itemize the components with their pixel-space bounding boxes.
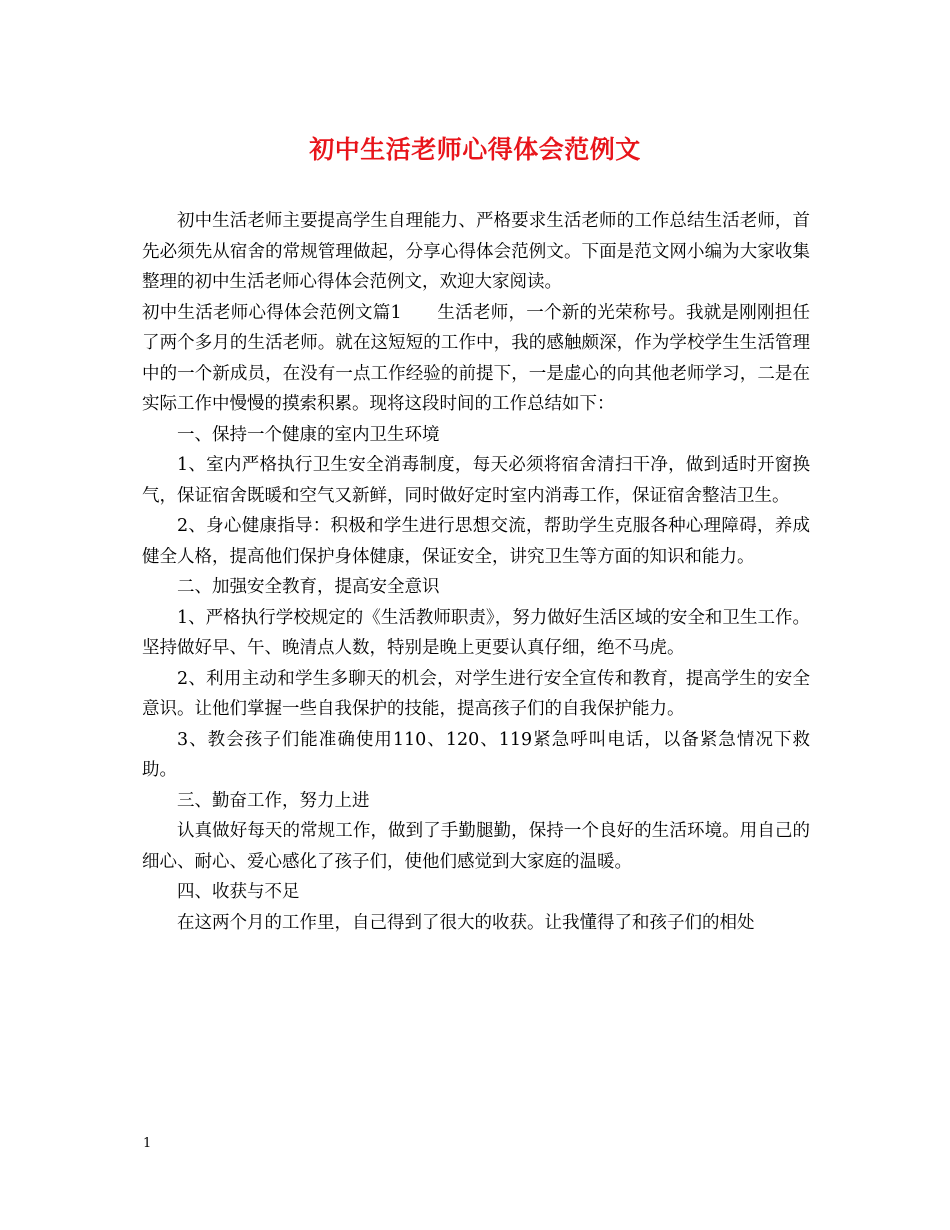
document-title: 初中生活老师心得体会范例文 xyxy=(309,135,641,164)
paragraph-2-1: 1、严格执行学校规定的《生活教师职责》，努力做好生活区域的安全和卫生工作。坚持做好早、午、晚清点人数，特别是晚上更要认真仔细，绝不马虎。 xyxy=(142,607,810,658)
paragraph-4-1: 在这两个月的工作里，自己得到了很大的收获。让我懂得了和孩子们的相处 xyxy=(177,912,755,933)
page-number: 1 xyxy=(143,1136,152,1151)
section-heading-2: 二、加强安全教育，提高安全意识 xyxy=(177,577,440,597)
paragraph-1-2: 2、身心健康指导：积极和学生进行思想交流，帮助学生克服各种心理障碍，养成健全人格，提高他们保护身体健康，保证安全，讲究卫生等方面的知识和能力。 xyxy=(142,516,810,567)
section-heading-4: 四、收获与不足 xyxy=(177,882,300,902)
paragraph-2-2: 2、利用主动和学生多聊天的机会，对学生进行安全宣传和教育，提高学生的安全意识。让他们掌握一些自我保护的技能，提高孩子们的自我保护能力。 xyxy=(142,668,810,719)
section-heading-1: 一、保持一个健康的室内卫生环境 xyxy=(177,424,440,445)
intro-paragraph: 初中生活老师主要提高学生自理能力、严格要求生活老师的工作总结生活老师，首先必须先从宿舍的常规管理做起，分享心得体会范例文。下面是范文网小编为大家收集整理的初中生活老师心得体会范例文，欢迎大家阅读。 xyxy=(142,211,810,292)
paragraph-essay-1-intro: 初中生活老师心得体会范例文篇1 生活老师，一个新的光荣称号。我就是刚刚担任了两个多月的生活老师。就在这短短的工作中，我的感触颇深，作为学校学生生活管理中的一个新成员，在没有一点工作经验的前提下，一是虚心的向其他老师学习，二是在实际工作中慢慢的摸索积累。现将这段时间的工作总结如下： xyxy=(142,302,810,414)
paragraph-3-1: 认真做好每天的常规工作，做到了手勤腿勤，保持一个良好的生活环境。用自己的细心、耐心、爱心感化了孩子们，使他们感觉到大家庭的温暖。 xyxy=(142,821,810,872)
section-heading-3: 三、勤奋工作，努力上进 xyxy=(177,790,370,811)
document-body xyxy=(142,206,810,938)
paragraph-1-1: 1、室内严格执行卫生安全消毒制度，每天必须将宿舍清扫干净，做到适时开窗换气，保证宿舍既暖和空气又新鲜，同时做好定时室内消毒工作，保证宿舍整洁卫生。 xyxy=(142,455,810,506)
paragraph-2-3: 3、教会孩子们能准确使用110、120、119紧急呼叫电话，以备紧急情况下救助。 xyxy=(142,729,810,780)
